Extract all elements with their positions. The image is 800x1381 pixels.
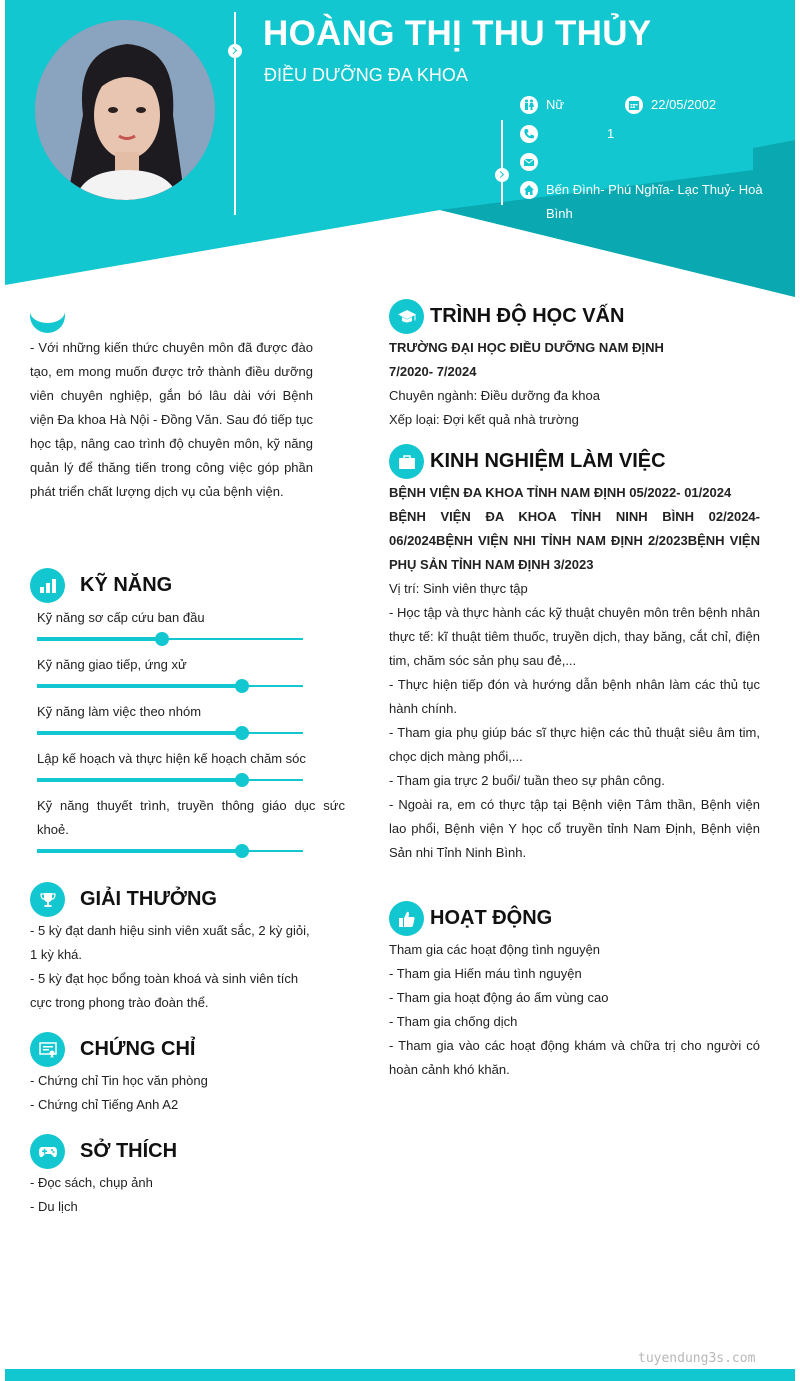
skill-name: Kỹ năng sơ cấp cứu ban đầu xyxy=(37,610,205,625)
objective-icon-mask xyxy=(30,300,65,323)
skill-name: Kỹ năng giao tiếp, ứng xử xyxy=(37,657,187,672)
education-title: TRÌNH ĐỘ HỌC VẤN xyxy=(430,305,625,327)
education-school: TRƯỜNG ĐẠI HỌC ĐIỀU DƯỠNG NAM ĐỊNH xyxy=(389,340,664,355)
experience-duty-4: - Tham gia trực 2 buổi/ tuần theo sự phân công. xyxy=(389,773,665,788)
activity-item-2: - Tham gia hoạt động áo ấm vùng cao xyxy=(389,990,609,1005)
profile-photo xyxy=(35,20,215,200)
activities-intro: Tham gia các hoạt động tình nguyện xyxy=(389,942,601,957)
hobby-item-1: - Đọc sách, chụp ảnh xyxy=(30,1175,153,1190)
email-icon xyxy=(520,153,538,171)
awards-line-2: - 5 kỳ đạt học bổng toàn khoá và sinh viên tích cực trong phong trào đoàn thể. xyxy=(30,971,299,1010)
skill-level-bar xyxy=(37,638,303,640)
skill-level-knob xyxy=(235,773,249,787)
candidate-job-title: ĐIỀU DƯỠNG ĐA KHOA xyxy=(264,65,468,85)
home-icon xyxy=(520,181,538,199)
experience-title: KINH NGHIỆM LÀM VIỆC xyxy=(430,450,666,472)
awards-header xyxy=(30,882,217,917)
phone-value: 1 xyxy=(607,126,615,141)
contact-gender xyxy=(520,96,564,117)
skill-level-knob xyxy=(155,632,169,646)
skill-level-fill xyxy=(37,731,242,735)
thumbs-up-icon xyxy=(389,901,424,936)
header-divider-line xyxy=(234,12,236,215)
header-divider-dot xyxy=(228,44,242,58)
awards-line-1: - 5 kỳ đạt danh hiệu sinh viên xuất sắc, 2 kỳ giỏi, 1 kỳ khá. xyxy=(30,923,310,962)
contact-address xyxy=(520,181,765,226)
graduation-cap-icon xyxy=(389,299,424,334)
trophy-icon xyxy=(30,882,65,917)
education-period: 7/2020- 7/2024 xyxy=(389,364,477,379)
education-header xyxy=(389,299,624,334)
contact-divider-dot xyxy=(495,168,509,182)
experience-duty-5: - Ngoài ra, em có thực tập tại Bệnh viện Tâm thần, Bệnh viện lao phổi, Bệnh viện Y học cổ truyền tỉnh Nam Định, Bệnh viện Sản nhi Tỉnh Ninh Bình. xyxy=(389,797,760,860)
experience-position: Vị trí: Sinh viên thực tập xyxy=(389,581,528,596)
activities-header xyxy=(389,901,552,936)
experience-duty-3: - Tham gia phụ giúp bác sĩ thực hiện các thủ thuật siêu âm tim, chọc dịch màng phổi,... xyxy=(389,725,760,764)
contact-phone xyxy=(520,125,614,146)
birthday-value: 22/05/2002 xyxy=(651,97,717,112)
activities-title: HOẠT ĐỘNG xyxy=(430,907,553,929)
contact-email xyxy=(520,153,546,171)
certificate-item-1: - Chứng chỉ Tin học văn phòng xyxy=(30,1073,208,1088)
contact-divider-line xyxy=(501,120,503,205)
gender-value: Nữ xyxy=(546,97,565,112)
contact-birthday xyxy=(625,96,716,117)
experience-hospital-1: BỆNH VIỆN ĐA KHOA TỈNH NAM ĐỊNH 05/2022- 01/2024 xyxy=(389,485,732,500)
activity-item-1: - Tham gia Hiến máu tình nguyện xyxy=(389,966,582,981)
skill-level-knob xyxy=(235,679,249,693)
skills-title: KỸ NĂNG xyxy=(80,574,173,596)
objective-text: - Với những kiến thức chuyên môn đã được đào tạo, em mong muốn được trở thành điều dưỡng viên chuyên nghiệp, gắn bó lâu dài với Bệnh viện Đa khoa Hà Nội - Đồng Văn. Sau đó tiếp tục học tập, nâng cao trình độ chuyên môn, kỹ năng quản lý để thăng tiến trong công việc góp phần phát triển chất lượng dịch vụ của bệnh viện. xyxy=(30,340,313,499)
awards-title: GIẢI THƯỞNG xyxy=(80,888,217,910)
footer-bar xyxy=(5,1369,795,1381)
hobbies-header xyxy=(30,1134,177,1169)
certificates-header xyxy=(30,1032,195,1067)
skill-level-fill xyxy=(37,849,242,853)
chart-bar-icon xyxy=(30,568,65,603)
education-major: Chuyên ngành: Điều dưỡng đa khoa xyxy=(389,388,600,403)
certificate-item-2: - Chứng chỉ Tiếng Anh A2 xyxy=(30,1097,179,1112)
briefcase-icon xyxy=(389,444,424,479)
address-value: Bến Đình- Phú Nghĩa- Lạc Thuỷ- Hoà Bình xyxy=(546,182,763,221)
skill-name: Lập kế hoạch và thực hiện kế hoạch chăm sóc xyxy=(37,751,306,766)
hobby-item-2: - Du lịch xyxy=(30,1199,78,1214)
hobbies-title: SỞ THÍCH xyxy=(80,1140,178,1162)
activity-item-4: - Tham gia vào các hoạt động khám và chữa trị cho người có hoàn cảnh khó khăn. xyxy=(389,1038,760,1077)
skill-level-bar xyxy=(37,732,303,734)
skill-level-knob xyxy=(235,844,249,858)
calendar-icon xyxy=(625,96,643,114)
skill-level-fill xyxy=(37,684,242,688)
candidate-name: HOÀNG THỊ THU THỦY xyxy=(263,14,652,53)
skill-level-fill xyxy=(37,778,242,782)
skill-level-knob xyxy=(235,726,249,740)
experience-hospital-2: BỆNH VIỆN ĐA KHOA TỈNH NINH BÌNH 02/2024- 06/2024BỆNH VIỆN NHI TỈNH NAM ĐỊNH 2/2023BỆNH VIỆN PHỤ SẢN TỈNH NAM ĐỊNH 3/2023 xyxy=(389,509,760,572)
gamepad-icon xyxy=(30,1134,65,1169)
experience-duty-2: - Thực hiện tiếp đón và hướng dẫn bệnh nhân làm các thủ tục hành chính. xyxy=(389,677,760,716)
education-grade: Xếp loại: Đợi kết quả nhà trường xyxy=(389,412,579,427)
watermark: tuyendung3s.com xyxy=(638,1351,756,1366)
experience-header xyxy=(389,444,666,479)
certificates-title: CHỨNG CHỈ xyxy=(80,1038,196,1060)
activity-item-3: - Tham gia chống dịch xyxy=(389,1014,518,1029)
skills-header xyxy=(30,568,172,603)
skill-name: Kỹ năng làm việc theo nhóm xyxy=(37,704,202,719)
gender-icon xyxy=(520,96,538,114)
experience-duty-1: - Học tập và thực hành các kỹ thuật chuyên môn trên bệnh nhân thực tế: kĩ thuật tiêm thuốc, truyền dịch, thay băng, cắt chỉ, điện tim, chăm sóc sản phụ sau đẻ,... xyxy=(389,605,760,668)
skill-level-bar xyxy=(37,850,303,852)
skill-level-bar xyxy=(37,685,303,687)
skill-level-bar xyxy=(37,779,303,781)
phone-icon xyxy=(520,125,538,143)
skill-level-fill xyxy=(37,637,162,641)
certificate-icon xyxy=(30,1032,65,1067)
skill-name: Kỹ năng thuyết trình, truyền thông giáo dục sức khoẻ. xyxy=(37,798,345,837)
cv-page xyxy=(5,0,795,1381)
